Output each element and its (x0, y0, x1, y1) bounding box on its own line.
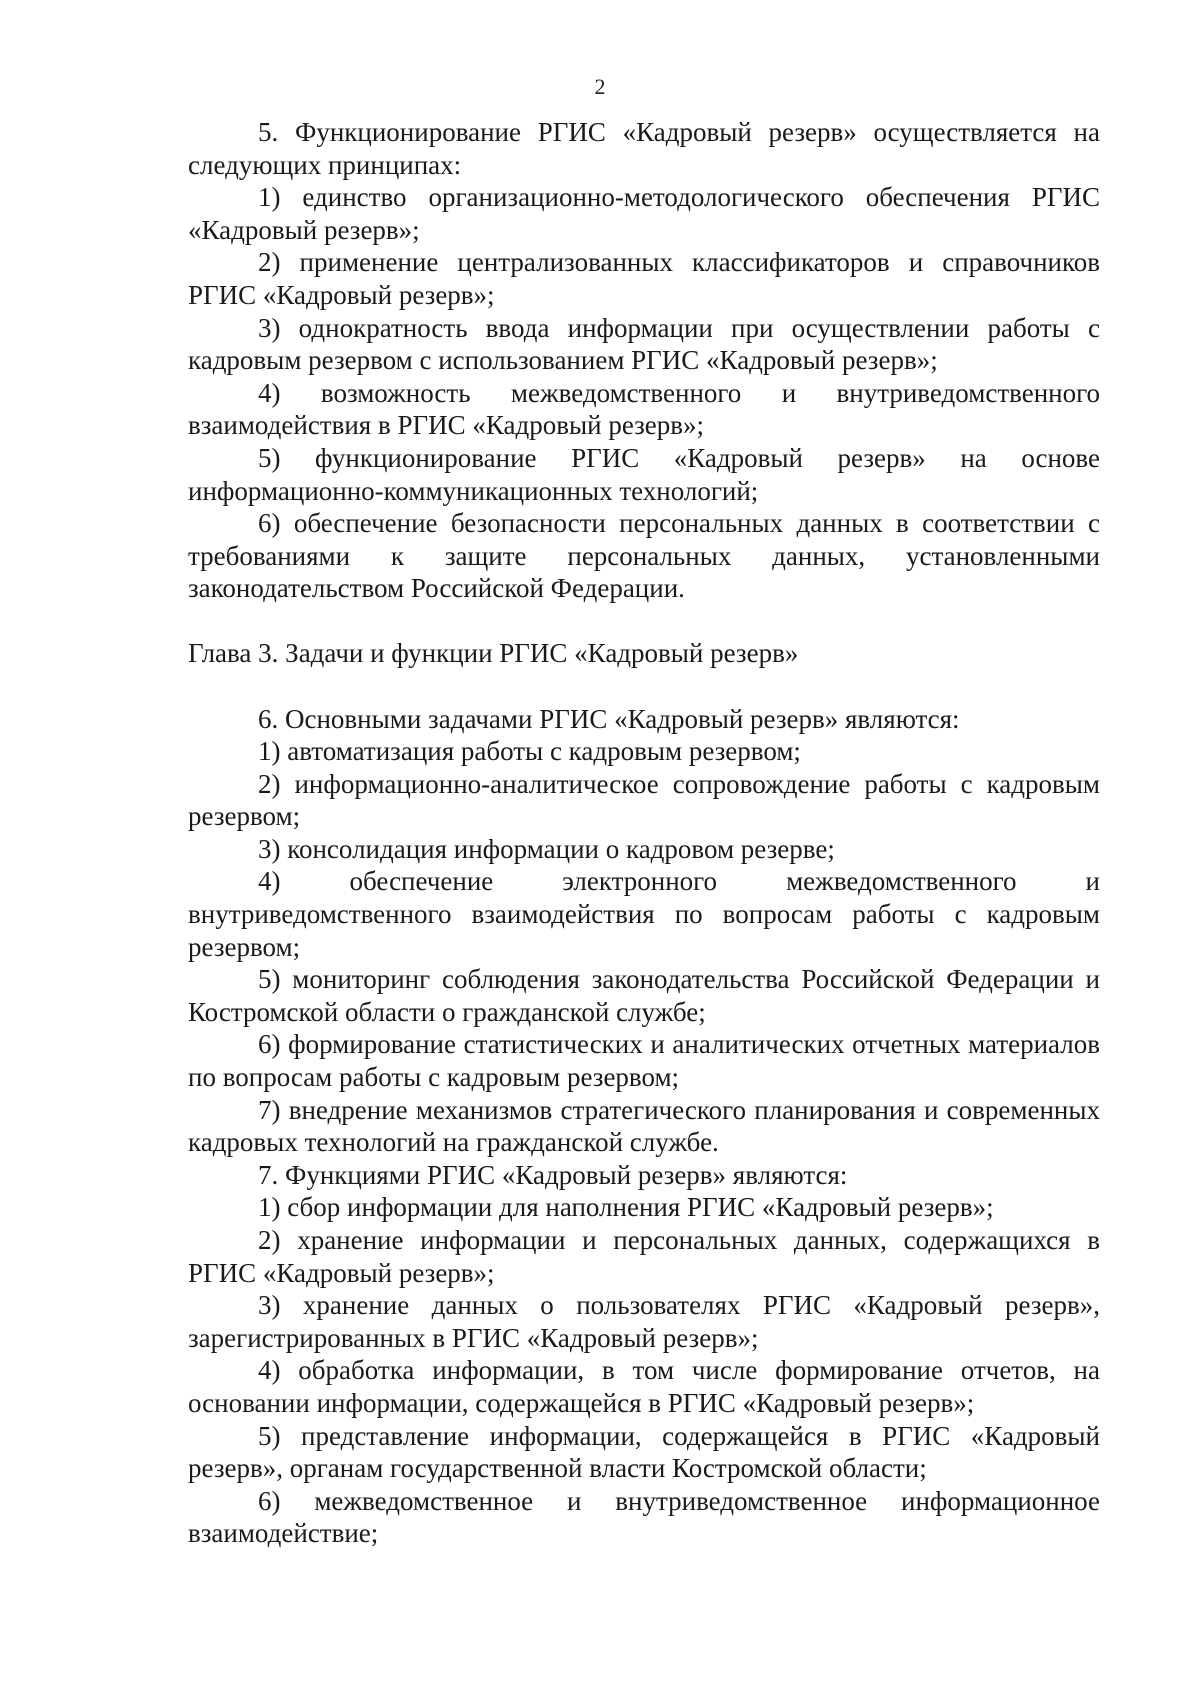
paragraph: 3) консолидация информации о кадровом резерве; (258, 833, 835, 864)
chapter-heading: Глава 3. Задачи и функции РГИС «Кадровый резерв» (188, 637, 799, 668)
paragraph: 6) формирование статистических и аналитических отчетных материалов по вопросам работы с кадровым резервом; (188, 1029, 1100, 1093)
paragraph: 2) применение централизованных классификаторов и справочников РГИС «Кадровый резерв»; (188, 247, 1100, 310)
paragraph: 6) обеспечение безопасности персональных данных в соответствии с требованиями к защите персональных данных, установленными законодательством Российской Федерации. (188, 508, 1100, 604)
paragraph: 3) однократность ввода информации при осуществлении работы с кадровым резервом с использованием РГИС «Кадровый резерв»; (188, 312, 1100, 376)
paragraph: 6) межведомственное и внутриведомственное информационное взаимодействие; (188, 1485, 1100, 1549)
paragraph: 5) представление информации, содержащейся в РГИС «Кадровый резерв», органам государственной власти Костромской области; (188, 1420, 1100, 1484)
paragraph: 5) мониторинг соблюдения законодательства Российской Федерации и Костромской области о гражданской службе; (188, 964, 1100, 1027)
paragraph: 6. Основными задачами РГИС «Кадровый резерв» являются: (258, 703, 960, 734)
document-body (188, 116, 1100, 1550)
page-number: 2 (594, 74, 606, 99)
paragraph: 3) хранение данных о пользователях РГИС «Кадровый резерв», зарегистрированных в РГИС «Кадровый резерв»; (188, 1290, 1100, 1353)
paragraph: 2) информационно-аналитическое сопровождение работы с кадровым резервом; (188, 768, 1100, 832)
paragraph: 5) функционирование РГИС «Кадровый резерв» на основе информационно-коммуникационных технологий; (188, 442, 1100, 506)
paragraph: 7) внедрение механизмов стратегического планирования и современных кадровых технологий на гражданской службе. (188, 1094, 1100, 1158)
paragraph: 2) хранение информации и персональных данных, содержащихся в РГИС «Кадровый резерв»; (188, 1225, 1100, 1288)
paragraph: 1) сбор информации для наполнения РГИС «Кадровый резерв»; (258, 1192, 994, 1223)
paragraph: 4) обработка информации, в том числе формирование отчетов, на основании информации, содержащейся в РГИС «Кадровый резерв»; (188, 1355, 1100, 1418)
paragraph: 7. Функциями РГИС «Кадровый резерв» являются: (258, 1159, 848, 1190)
paragraph: 5. Функционирование РГИС «Кадровый резерв» осуществляется на следующих принципах: (188, 117, 1100, 180)
paragraph: 1) единство организационно-методологического обеспечения РГИС «Кадровый резерв»; (188, 182, 1100, 245)
paragraph: 1) автоматизация работы с кадровым резервом; (258, 736, 801, 767)
paragraph: 4) обеспечение электронного межведомственного и внутриведомственного взаимодействия по вопросам работы с кадровым резервом; (188, 866, 1100, 962)
paragraph: 4) возможность межведомственного и внутриведомственного взаимодействия в РГИС «Кадровый резерв»; (188, 377, 1100, 441)
